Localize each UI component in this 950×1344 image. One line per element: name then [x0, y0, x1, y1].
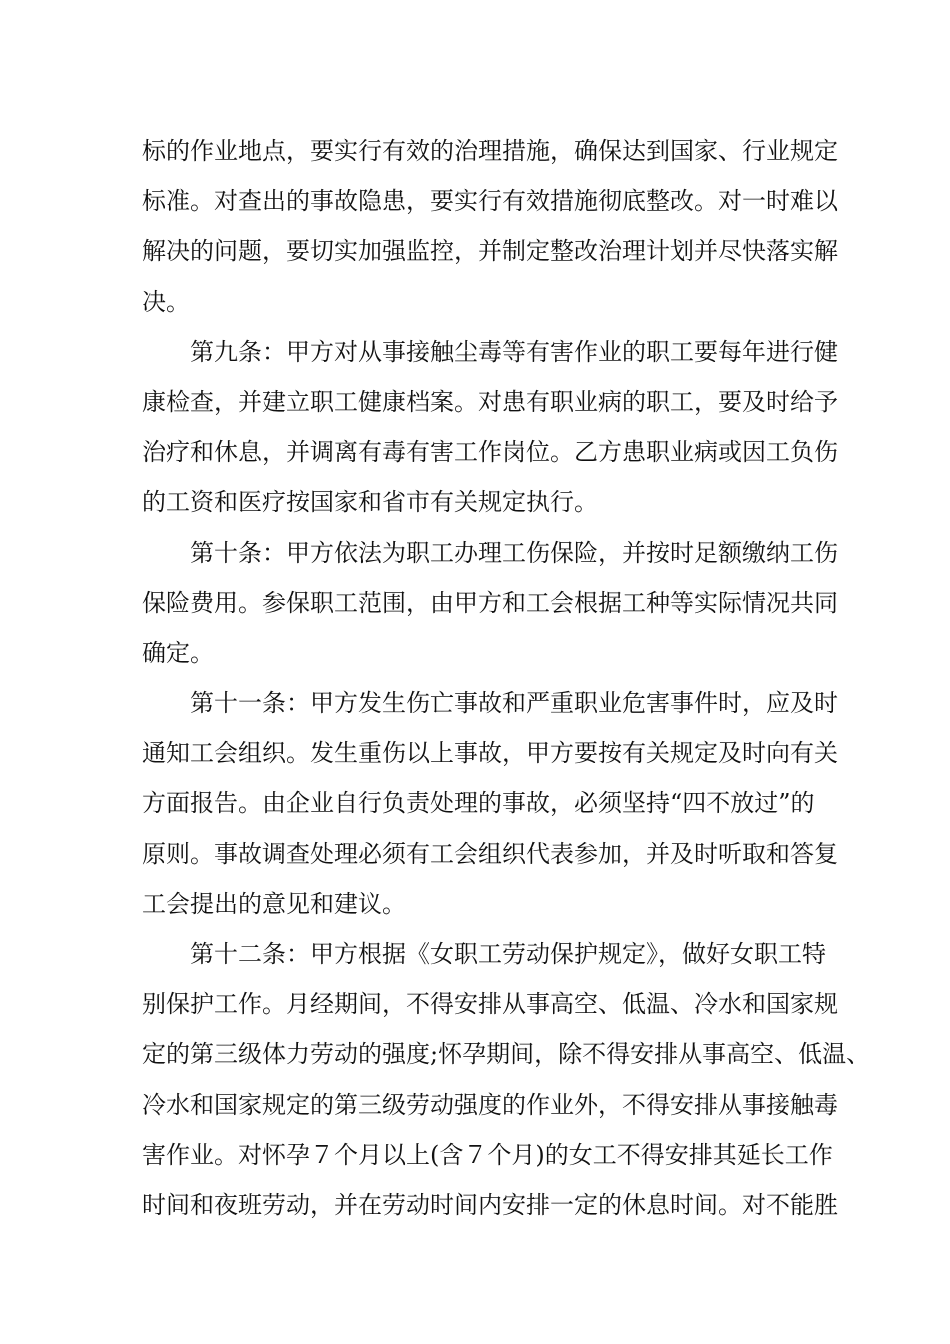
paragraph-article-10	[142, 528, 842, 679]
text-line: 冷水和国家规定的第三级劳动强度的作业外，不得安排从事接触毒	[142, 1090, 838, 1119]
text-line: 决。	[142, 287, 190, 316]
text-line: 害作业。对怀孕７个月以上(含７个月)的女工不得安排其延长工作	[142, 1140, 833, 1169]
text-line: 方面报告。由企业自行负责处理的事故，必须坚持“四不放过”的	[142, 789, 815, 818]
text-line: 确定。	[142, 638, 214, 667]
paragraph-continuation	[142, 126, 842, 327]
text-line: 的工资和医疗按国家和省市有关规定执行。	[142, 488, 598, 517]
text-line: 解决的问题，要切实加强监控，并制定整改治理计划并尽快落实解	[142, 237, 838, 266]
paragraph-article-11	[142, 678, 842, 929]
text-line: 第十条：甲方依法为职工办理工伤保险，并按时足额缴纳工伤	[190, 538, 838, 567]
text-line: 保险费用。参保职工范围，由甲方和工会根据工种等实际情况共同	[142, 588, 838, 617]
text-line: 治疗和休息，并调离有毒有害工作岗位。乙方患职业病或因工负伤	[142, 438, 838, 467]
text-line: 第十一条：甲方发生伤亡事故和严重职业危害事件时，应及时	[190, 689, 838, 718]
text-line: 标的作业地点，要实行有效的治理措施，确保达到国家、行业规定	[142, 137, 838, 165]
text-line: 工会提出的意见和建议。	[142, 889, 406, 918]
text-line: 第九条：甲方对从事接触尘毒等有害作业的职工要每年进行健	[190, 337, 838, 366]
text-line: 康检查，并建立职工健康档案。对患有职业病的职工，要及时给予	[142, 387, 838, 416]
text-line: 定的第三级体力劳动的强度;怀孕期间，除不得安排从事高空、低温、	[142, 1040, 871, 1069]
paragraph-article-9	[142, 327, 842, 528]
text-line: 第十二条：甲方根据《女职工劳动保护规定》，做好女职工特	[190, 940, 826, 968]
document-body	[142, 126, 871, 1230]
text-line: 别保护工作。月经期间，不得安排从事高空、低温、冷水和国家规	[142, 990, 838, 1019]
paragraph-article-12	[142, 929, 871, 1230]
text-line: 标准。对查出的事故隐患，要实行有效措施彻底整改。对一时难以	[142, 187, 838, 216]
text-line: 时间和夜班劳动，并在劳动时间内安排一定的休息时间。对不能胜	[142, 1190, 838, 1219]
text-line: 通知工会组织。发生重伤以上事故，甲方要按有关规定及时向有关	[142, 739, 838, 768]
text-line: 原则。事故调查处理必须有工会组织代表参加，并及时听取和答复	[142, 839, 838, 868]
